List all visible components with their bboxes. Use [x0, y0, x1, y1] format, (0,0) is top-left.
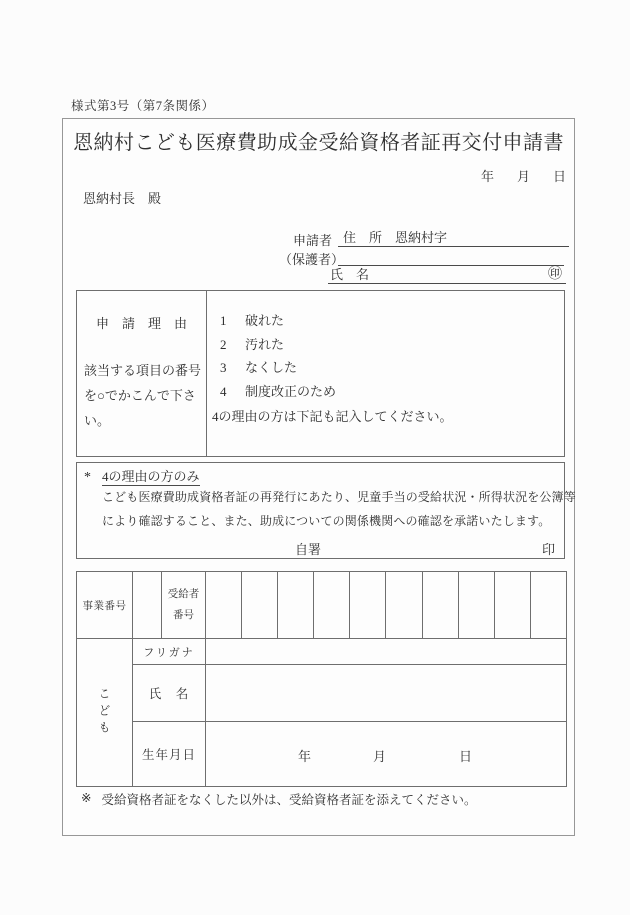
header-date-line — [481, 166, 566, 185]
reason-options-cell — [207, 291, 564, 456]
birthdate-year-label: 年 — [298, 749, 312, 764]
reason-option-3-label: なくした — [245, 360, 298, 375]
consent-text-line-2: により確認すること、また、助成についての関係機関への確認を承諾いたします。 — [102, 514, 551, 528]
consent-signature-row — [77, 539, 564, 555]
name-label: 氏 名 — [330, 267, 370, 282]
birthdate-value-cell[interactable] — [206, 722, 567, 787]
birthdate-day-label: 日 — [459, 749, 473, 764]
reason-note: 4の理由の方は下記も記入してください。 — [212, 409, 453, 424]
applicant-label: 申請者 — [293, 233, 333, 248]
furigana-value-cell[interactable] — [206, 639, 567, 665]
addressee: 恩納村長 殿 — [83, 191, 162, 206]
child-info-table — [76, 571, 567, 787]
guardian-field[interactable] — [338, 247, 564, 266]
seal-mark-icon: ㊞ — [548, 267, 562, 282]
date-year-label: 年 — [480, 169, 494, 184]
recipient-number-digit-cell[interactable] — [422, 572, 458, 639]
date-month-label: 月 — [516, 169, 530, 184]
recipient-number-digit-cell[interactable] — [350, 572, 386, 639]
application-reason-box — [76, 290, 565, 457]
form-outer-box — [62, 118, 575, 836]
applicant-name-field[interactable] — [328, 265, 566, 284]
reason-option-2-number[interactable]: 2 — [220, 336, 227, 352]
business-number-label-cell: 事業番号 — [77, 572, 133, 639]
recipient-number-digit-cell[interactable] — [206, 572, 242, 639]
reason-option-1-label: 破れた — [245, 313, 285, 328]
reason-instruction: 該当する項目の番号を○でかこんで下さい。 — [84, 363, 202, 428]
recipient-number-digit-cell[interactable] — [386, 572, 422, 639]
signature-label: 自署 — [295, 542, 322, 557]
birthdate-month-label: 月 — [373, 749, 387, 764]
recipient-number-label-line1: 受給者 — [167, 589, 200, 600]
recipient-number-label-cell — [162, 572, 206, 639]
footer-note-marker: ※ — [81, 791, 92, 805]
recipient-number-label-line2: 番号 — [173, 610, 194, 621]
table-row-furigana — [77, 639, 567, 665]
recipient-number-digit-cell[interactable] — [494, 572, 530, 639]
consent-text-line-1: こども医療費助成資格者証の再発行にあたり、児童手当の受給状況・所得状況を公簿等 — [102, 490, 576, 504]
reason-option-1-number[interactable]: 1 — [220, 313, 227, 328]
page-title: 恩納村こども医療費助成金受給資格者証再交付申請書 — [73, 132, 564, 154]
asterisk-marker: * — [84, 470, 91, 485]
reason-option-3-number[interactable]: 3 — [220, 360, 227, 375]
birthdate-label-cell: 生年月日 — [133, 722, 206, 787]
recipient-number-digit-cell[interactable] — [530, 572, 566, 639]
reason-option-4-label: 制度改正のため — [245, 383, 337, 399]
recipient-number-digit-cell[interactable] — [458, 572, 494, 639]
child-name-value-cell[interactable] — [206, 665, 567, 722]
guardian-label: （保護者） — [279, 252, 345, 267]
seal-label: 印 — [542, 542, 556, 557]
reason-heading-cell — [77, 291, 207, 456]
business-number-entry-cell[interactable] — [133, 572, 162, 639]
consent-box — [76, 462, 576, 559]
reason-option-4-number[interactable]: 4 — [220, 383, 227, 399]
address-field[interactable]: 住 所 恩納村字 — [338, 228, 569, 247]
table-row-name — [77, 665, 567, 722]
table-row-numbers — [77, 572, 567, 639]
recipient-number-digit-cell[interactable] — [278, 572, 314, 639]
furigana-label-cell: フリガナ — [133, 639, 206, 665]
child-section-label-cell — [77, 639, 133, 787]
table-row-birthdate — [77, 722, 567, 787]
consent-heading: 4の理由の方のみ — [102, 469, 200, 484]
footer-note-text: 受給資格者証をなくした以外は、受給資格者証を添えてください。 — [101, 793, 477, 807]
form-number: 様式第3号（第7条関係） — [71, 99, 215, 113]
reason-option-4[interactable] — [212, 380, 564, 404]
footer-note — [81, 790, 477, 808]
consent-heading-row — [77, 463, 564, 483]
reason-option-2-label: 汚れた — [245, 336, 285, 352]
child-name-label-cell: 氏 名 — [133, 665, 206, 722]
date-day-label: 日 — [552, 169, 566, 184]
child-label: こども — [97, 687, 111, 738]
reason-option-2[interactable] — [212, 333, 564, 357]
recipient-number-digit-cell[interactable] — [314, 572, 350, 639]
recipient-number-digit-cell[interactable] — [242, 572, 278, 639]
reason-heading: 申 請 理 由 — [95, 316, 187, 331]
reason-option-1[interactable] — [212, 309, 564, 333]
reason-option-3[interactable] — [212, 356, 564, 380]
